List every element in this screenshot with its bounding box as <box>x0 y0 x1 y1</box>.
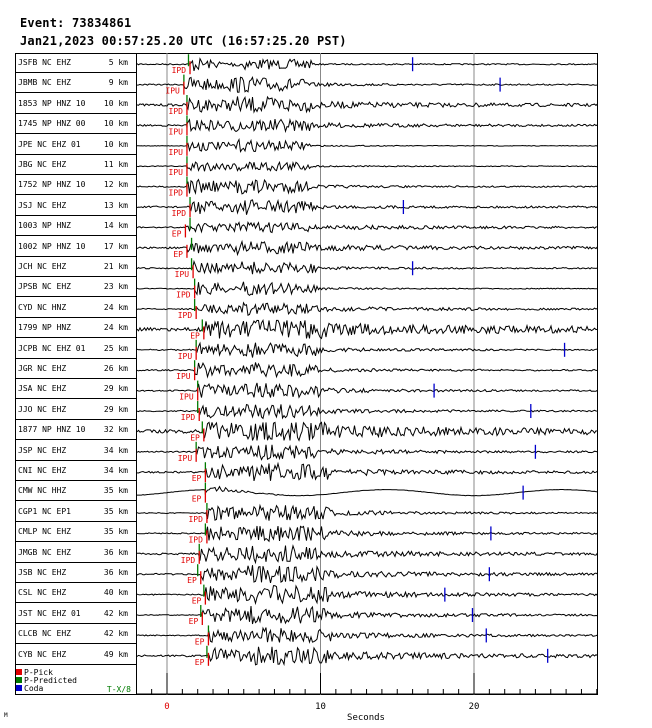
station-name: JBMB NC EHZ <box>18 78 71 88</box>
station-distance: 17 km <box>103 241 128 251</box>
pick-label: EP <box>191 596 202 606</box>
station-name: CSL NC EHZ <box>18 588 67 598</box>
station-row-label <box>15 502 136 522</box>
seismic-trace <box>137 242 598 255</box>
station-row-label <box>15 237 136 257</box>
pick-label: IPU <box>177 453 193 463</box>
station-row-label <box>15 379 136 399</box>
station-name: JBG NC EHZ <box>18 160 67 169</box>
seismic-trace <box>137 180 598 194</box>
pick-label: EP <box>171 229 182 239</box>
station-name: 1877 NP HNZ 10 <box>18 425 86 435</box>
seismic-trace <box>137 222 598 232</box>
station-name: CYB NC EHZ <box>18 649 67 659</box>
station-row-label <box>15 318 136 338</box>
station-distance: 10 km <box>103 98 128 108</box>
legend-label: P-Pick <box>24 668 53 677</box>
pick-label: IPU <box>168 127 183 137</box>
seismic-trace <box>137 628 598 643</box>
p-predicted-swatch-icon <box>16 677 22 683</box>
pick-label: IPD <box>171 66 187 76</box>
station-distance: 29 km <box>103 404 128 414</box>
pick-label: EP <box>191 494 202 504</box>
station-distance: 34 km <box>103 445 128 455</box>
pick-label: EP <box>188 617 199 627</box>
station-name: JSB NC EHZ <box>18 568 67 577</box>
station-row-label <box>15 522 136 542</box>
station-row-label <box>15 604 136 624</box>
station-row-label <box>15 563 136 583</box>
station-distance: 21 km <box>103 262 128 271</box>
station-name: JCH NC EHZ <box>18 262 67 271</box>
station-distance: 5 km <box>108 58 128 67</box>
station-distance: 35 km <box>103 486 128 496</box>
seismic-trace <box>137 526 598 541</box>
seismic-trace <box>137 362 598 376</box>
station-name: JSA NC EHZ <box>18 384 67 394</box>
station-name: CMLP NC EHZ <box>18 527 71 537</box>
station-distance: 24 km <box>103 302 128 312</box>
seismic-trace <box>137 383 598 398</box>
pick-label: EP <box>190 433 200 443</box>
station-row-label <box>15 114 136 134</box>
x-axis-label: Seconds <box>347 713 385 723</box>
seismic-trace <box>137 445 598 460</box>
station-distance: 12 km <box>103 180 128 190</box>
p-pick-swatch-icon <box>16 669 22 675</box>
station-name: CNI NC EHZ <box>18 466 67 475</box>
seismic-trace <box>137 487 598 496</box>
station-row-label <box>15 339 136 359</box>
station-distance: 40 km <box>103 588 128 598</box>
station-label-column <box>15 53 137 695</box>
station-name: JSFB NC EHZ <box>18 58 71 67</box>
station-distance: 36 km <box>103 568 128 577</box>
station-row-label <box>15 420 136 440</box>
pick-label: EP <box>190 331 200 341</box>
pick-label: EP <box>194 657 205 667</box>
station-row-label <box>15 441 136 461</box>
station-name: CLCB NC EHZ <box>18 629 71 639</box>
pick-label: IPU <box>165 86 180 96</box>
seismic-trace <box>137 647 598 665</box>
station-name: 1752 NP HNZ 10 <box>18 180 86 190</box>
station-row-label <box>15 624 136 644</box>
station-distance: 49 km <box>103 649 128 659</box>
seismic-trace <box>137 140 598 152</box>
pick-label: IPD <box>188 515 203 525</box>
station-row-label <box>15 583 136 603</box>
station-name: JJO NC EHZ <box>18 404 67 414</box>
station-row-label <box>15 400 136 420</box>
plot-right-border <box>597 53 598 695</box>
pick-label: EP <box>194 637 205 647</box>
reduction-velocity-label: T-X/8 <box>106 685 131 694</box>
seismic-trace <box>137 546 598 563</box>
station-distance: 10 km <box>103 119 128 129</box>
pick-label: IPD <box>180 555 196 565</box>
pick-label: IPU <box>168 147 183 157</box>
station-name: CYD NC HNZ <box>18 302 67 312</box>
event-id-title: Event: 73834861 <box>20 16 132 30</box>
station-row-label <box>15 175 136 195</box>
legend-item-coda <box>16 685 43 693</box>
station-distance: 24 km <box>103 323 128 333</box>
station-row-label <box>15 461 136 481</box>
pick-label: IPD <box>168 107 183 117</box>
seismic-trace <box>137 119 598 131</box>
station-name: JPSB NC EHZ <box>18 282 71 292</box>
seismic-trace <box>137 77 598 92</box>
pick-label: IPU <box>179 392 194 402</box>
seismic-trace <box>137 262 598 275</box>
station-row-label <box>15 298 136 318</box>
station-distance: 29 km <box>103 384 128 394</box>
station-distance: 42 km <box>103 629 128 639</box>
station-row-label <box>15 73 136 93</box>
seismic-trace <box>137 303 598 315</box>
station-name: JGR NC EHZ <box>18 364 67 373</box>
seismic-trace <box>137 464 598 484</box>
pick-label: IPD <box>188 535 203 545</box>
pick-label: EP <box>173 249 183 259</box>
station-name: 1002 NP HNZ 10 <box>18 241 86 251</box>
station-distance: 35 km <box>103 506 128 516</box>
station-row-label <box>15 277 136 297</box>
seismic-trace <box>137 422 598 443</box>
station-distance: 9 km <box>108 78 128 88</box>
seismogram-plot <box>137 53 598 695</box>
station-row-label <box>15 196 136 216</box>
station-distance: 32 km <box>103 425 128 435</box>
station-distance: 10 km <box>103 139 128 149</box>
pick-label: IPU <box>174 270 190 280</box>
station-distance: 13 km <box>103 200 128 210</box>
station-distance: 36 km <box>103 547 128 557</box>
seismic-trace <box>137 320 598 341</box>
legend-label: Coda <box>24 684 44 693</box>
pick-label: IPU <box>176 372 191 382</box>
station-distance: 34 km <box>103 466 128 475</box>
station-name: JSJ NC EHZ <box>18 200 67 210</box>
station-name: 1799 NP HNZ <box>18 323 71 333</box>
station-row-label <box>15 645 136 665</box>
station-distance: 23 km <box>103 282 128 292</box>
seismic-trace <box>137 200 598 215</box>
x-tick-label: 0 <box>164 702 170 712</box>
station-name: JCPB NC EHZ 01 <box>18 343 86 353</box>
pick-label: IPU <box>168 168 183 178</box>
station-distance: 14 km <box>103 221 128 231</box>
pick-label: IPU <box>177 351 193 361</box>
station-row-label <box>15 216 136 236</box>
pick-label: IPD <box>177 311 193 321</box>
station-distance: 26 km <box>103 364 128 373</box>
station-row-label <box>15 53 136 73</box>
seismic-trace <box>137 282 598 296</box>
seismic-trace <box>137 565 598 586</box>
x-tick-label: 10 <box>315 702 326 712</box>
seismic-trace <box>137 59 598 71</box>
station-row-label <box>15 94 136 114</box>
station-row-label <box>15 359 136 379</box>
station-distance: 11 km <box>103 160 128 169</box>
station-name: JSP NC EHZ <box>18 445 67 455</box>
station-name: JMGB NC EHZ <box>18 547 71 557</box>
pick-label: IPD <box>171 209 187 219</box>
station-name: CGP1 NC EP1 <box>18 506 71 516</box>
pick-label: IPD <box>176 290 191 300</box>
station-distance: 25 km <box>103 343 128 353</box>
station-row-label <box>15 543 136 563</box>
legend <box>15 668 137 695</box>
seismic-trace <box>137 404 598 418</box>
station-name: 1853 NP HNZ 10 <box>18 98 86 108</box>
pick-label: EP <box>187 576 197 586</box>
seismic-trace <box>137 505 598 520</box>
station-distance: 42 km <box>103 608 128 618</box>
seismic-trace <box>137 96 598 112</box>
legend-label: P-Predicted <box>24 676 77 685</box>
station-name: 1003 NP HNZ <box>18 221 71 231</box>
seismic-trace <box>137 606 598 627</box>
pick-label: IPD <box>168 188 183 198</box>
station-name: JST NC EHZ 01 <box>18 608 81 618</box>
station-row-label <box>15 155 136 175</box>
station-name: JPE NC EHZ 01 <box>18 139 81 149</box>
event-time-subtitle: Jan21,2023 00:57:25.20 UTC (16:57:25.20 PST) <box>20 34 347 48</box>
coda-swatch-icon <box>16 685 22 691</box>
corner-mark: M <box>4 712 8 719</box>
station-row-label <box>15 481 136 501</box>
station-name: 1745 NP HNZ 00 <box>18 119 86 129</box>
seismic-trace <box>137 162 598 171</box>
seismic-trace <box>137 343 598 358</box>
pick-label: IPD <box>180 413 196 423</box>
station-row-label <box>15 257 136 277</box>
pick-label: EP <box>191 474 202 484</box>
trace-canvas <box>137 53 598 695</box>
x-tick-label: 20 <box>468 702 480 712</box>
seismic-trace <box>137 586 598 604</box>
station-name: CMW NC HHZ <box>18 486 67 496</box>
station-row-label <box>15 135 136 155</box>
station-distance: 35 km <box>103 527 128 537</box>
